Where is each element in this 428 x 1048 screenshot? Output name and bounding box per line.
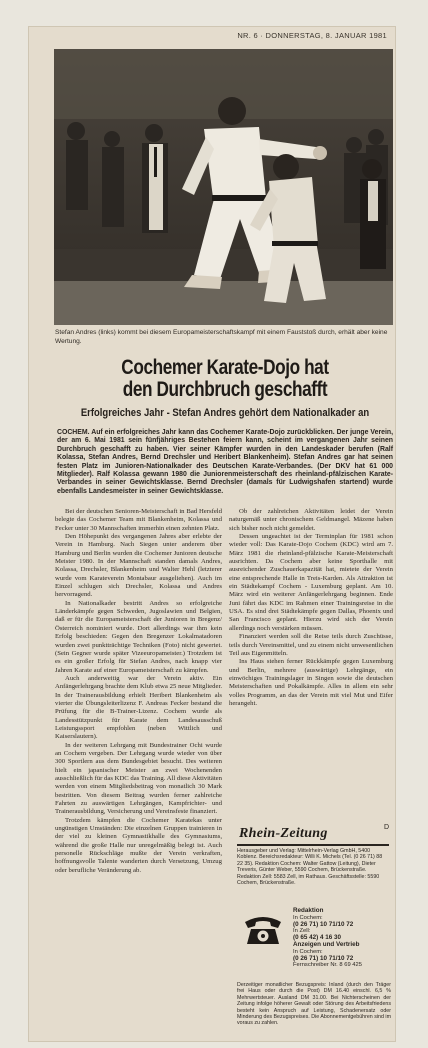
paragraph: Den Höhepunkt des vergangenen Jahres aber erlebte der Verein in Hamburg. Nach Siegen unter anderem über Hamburg und Berlin wurden die Cochemer Junioren deutsche Meister 1980. In der Mannschaft standen damals Andres, Kolassa, Drechsler, Blankenheim und Walter Hehl (letzterer wurde vom Karateverein Montabaur ausgeliehen). Auch im Einzel schlugen sich Drechsler, Kolassa und Andres hervorragend. [55,533,222,599]
headline [86,357,365,401]
imprint-mark: D [383,824,389,831]
lead-paragraph: COCHEM. Auf ein erfolgreiches Jahr kann das Cochemer Karate-Dojo zurückblicken. Der junge Verein, der am 6. Mai 1981 sein fünfjähriges Bestehen feiern kann, scheint im vergangenen Jahr seinen Durchbruch geschafft zu haben. Vier seiner Kämpfer wurden in den Landeskader berufen (Ralf Kolassa, Stefan Andres, Bernd Drechsler und Heribert Blankenheim). Stefan Andres gar hat seinen festen Platz im Junioren-Nationalkader des Deutschen Karate-Verbandes. (Der DKV hat 61 000 Mitglieder). Ralf Kolassa gewann 1980 die Juniorenmeisterschaft des rheinland-pfälzischen Karate-Verbandes in seiner Gewichtsklasse. Bernd Drechsler (damals für Ludwigshafen startend) wurde ebenfalls Landesmeister in seiner Gewichtsklasse. [57,429,393,495]
paragraph: In der weiteren Lehrgang mit Bundestrainer Ochi wurde an Cochem vergeben. Der Lehrgang wurde wieder von über 300 Sportlern aus dem Bundesgebiet besucht. Des weiteren hielt ein japanischer Meister an zwei Wochenenden ausschließlich für das KDC das Training. All diese Aktivitäten werden von einem Mitgliedsbeitrag von monatlich 30 Mark bestritten. Von diesem Beitrag wurden ferner zahlreiche Fahrten zu auswärtigen Lehrgängen, Kampfrichter- und Trainerausbildung, Versicherung und Vereinsfeste finanziert. [55,741,222,816]
imprint-footer: Derzeitiger monatlicher Bezugspreis: Inland (durch den Träger frei Haus oder durch die Post) DM 16.40 einschl. 6,5 % Mehrwertsteuer. Ausland DM 31.00. Bei Nichterscheinen der Zeitung infolge höherer Gewalt oder Störung des Arbeitsfriedens besteht kein Anspruch auf Leistung, Schadenersatz oder Minderung des Bezugspreises. Die Abonnementgebühren sind im voraus zu zahlen. [237,982,391,1027]
paragraph: Bei der deutschen Senioren-Meisterschaft in Bad Hersfeld belegte das Cochemer Team mit Blankenheim, Kolassa und Fecker unter 30 Mannschaften immerhin einen zehnten Platz. [55,508,222,532]
contact-line: Fernschreiber Nr. 8 69 425 [293,962,362,969]
dateline: NR. 6 · DONNERSTAG, 8. JANUAR 1981 [237,31,387,40]
paragraph: Trotzdem kämpfen die Cochemer Karatekas unter ungünstigen Umständen: Die einzelnen Gruppen trainieren in der viel zu kleinen Gymnastikhalle des Gymnasiums, während die große Halle nur unregelmäßig belegt ist. Auch personelle Rückschläge mußte der Verein verkraften, hoffnungsvolle Talente wanderten durch Versetzung, Umzug oder berufliche Veränderung ab. [55,816,222,874]
contact-line: In Cochem: [293,914,323,921]
headline-line-1: Cochemer Karate-Dojo hat [121,356,329,379]
contact-line: In Zell: [293,928,311,935]
redaktion-label: Redaktion [293,907,324,914]
paragraph: Finanziert werden soll die Reise teils durch Zuschüsse, teils durch Vereinsmittel, und zu einem nicht unwesentlichen Teil aus Eigenmitteln. [229,633,393,657]
karate-photo [54,49,393,325]
imprint-title: Rhein-Zeitung [239,826,328,841]
paragraph: Dessen ungeachtet ist der Terminplan für 1981 schon wieder voll: Das Karate-Dojo Cochem (KDC) wird am 7. März 1981 die rheinland-pfälzische Karate-Meisterschaft ausrichten. Da Cochem aber keine Sporthalle mit ausreichender Zuschauerkapazität hat, mietete der Verein eine entsprechende Halle in Treis-Karden. Als Attraktion ist ein Städtekampf Cochem - Luxemburg geplant. Am 10. März wird ein weiterer Anfängerlehrgang beginnen. Ende Juni fährt das KDC im Rahmen einer Trainingsreise in die USA. Es sind drei Städtekämpfe gegen Dallas, Phoenix und San Francisco geplant. Hierzu wird sich der Verein allerdings noch verstärken müssen. [229,533,393,632]
paragraph: Ins Haus stehen ferner Rückkämpfe gegen Luxemburg und Berlin, mehrere (auswärtige) Lehrgänge, ein einwöchiges Trainingslager in Singen sowie die deutschen Meisterschaften und Pokalkämpfe. Alles in allem ein sehr volles Programm, an das der Verein mit viel Mut und Eifer herangeht. [229,658,393,707]
paragraph: Auch anderweitig war der Verein aktiv. Ein Anfängerlehrgang brachte dem Klub etwa 25 neue Mitglieder. In der Trainerausbildung erhielt Heribert Blankenheim als vierter die Übungsleiterlizenz F. Andreas Fecker bestand die Prüfung für die B-Trainer-Lizenz. Cochem wurde als Landesstützpunkt für Karate dem Landesausschuß Leistungssport empfohlen (neben Wittlich und Kaiserslautern). [55,674,222,741]
paragraph: In Nationalkader bestritt Andres so erfolgreiche Länderkämpfe gegen Schweden, Jugoslawien und Belgien, daß er für die Europameisterschaft der Junioren in Bregenz/Österreich nominiert wurde. Dort allerdings war ihm kein Erfolg beschieden: Gegen den Bregenzer Lokalmatadoren wurden zwei punktträchtige Techniken (Foto) nicht gewertet. (Sein Gegner wurde später Vizeeuropameister.) Trotzdem ist es ein großer Erfolg für Stefan Andres, nach knapp vier Jahren Karate auf einer Europameisterschaft zu kämpfen. [55,599,222,674]
imprint-contacts [293,908,393,969]
paragraph: Ob der zahlreichen Aktivitäten leidet der Verein naturgemäß unter chronischem Geldmangel. Mäzene haben sich bisher noch nicht gemeldet. [229,508,393,532]
contact-line: (0 65 42) 4 16 30 [293,934,341,942]
anzeigen-label: Anzeigen und Vertrieb [293,940,360,948]
newspaper-clipping [29,27,395,1041]
telephone-icon [241,912,285,946]
photo-caption: Stefan Andres (links) kommt bei diesem Europameisterschaftskampf mit einem Fauststoß durch, erhält aber keine Wertung. [55,329,388,345]
subheadline: Erfolgreiches Jahr - Stefan Andres gehört dem Nationalkader an [80,407,370,419]
article-column-2 [229,508,393,708]
contact-line: (0 26 71) 10 71/10 72 [293,920,354,928]
karate-photo-illustration [54,49,393,325]
divider [237,844,389,846]
imprint-box [233,820,393,1034]
contact-line: (0 26 71) 10 71/10 72 [293,954,354,962]
headline-line-2: den Durchbruch geschafft [122,378,328,401]
article-column-1 [55,508,222,875]
imprint-publisher: Herausgeber und Verlag: Mittelrhein-Verlag GmbH, 5400 Koblenz. Bereichsredakteur: Willi K. Michels (Tel. (0 26 71) 88 22 35). Redaktion Cochem: Walter Gattow (Leitung), Dieter Treveris, Günter Weber, 5590 Cochem, Brückenstraße. Redaktion Zell: 5583 Zell, im Rathaus. Geschäftsstelle: 5590 Cochem, Brückenstraße. [237,848,383,887]
contact-line: In Cochem: [293,948,323,955]
